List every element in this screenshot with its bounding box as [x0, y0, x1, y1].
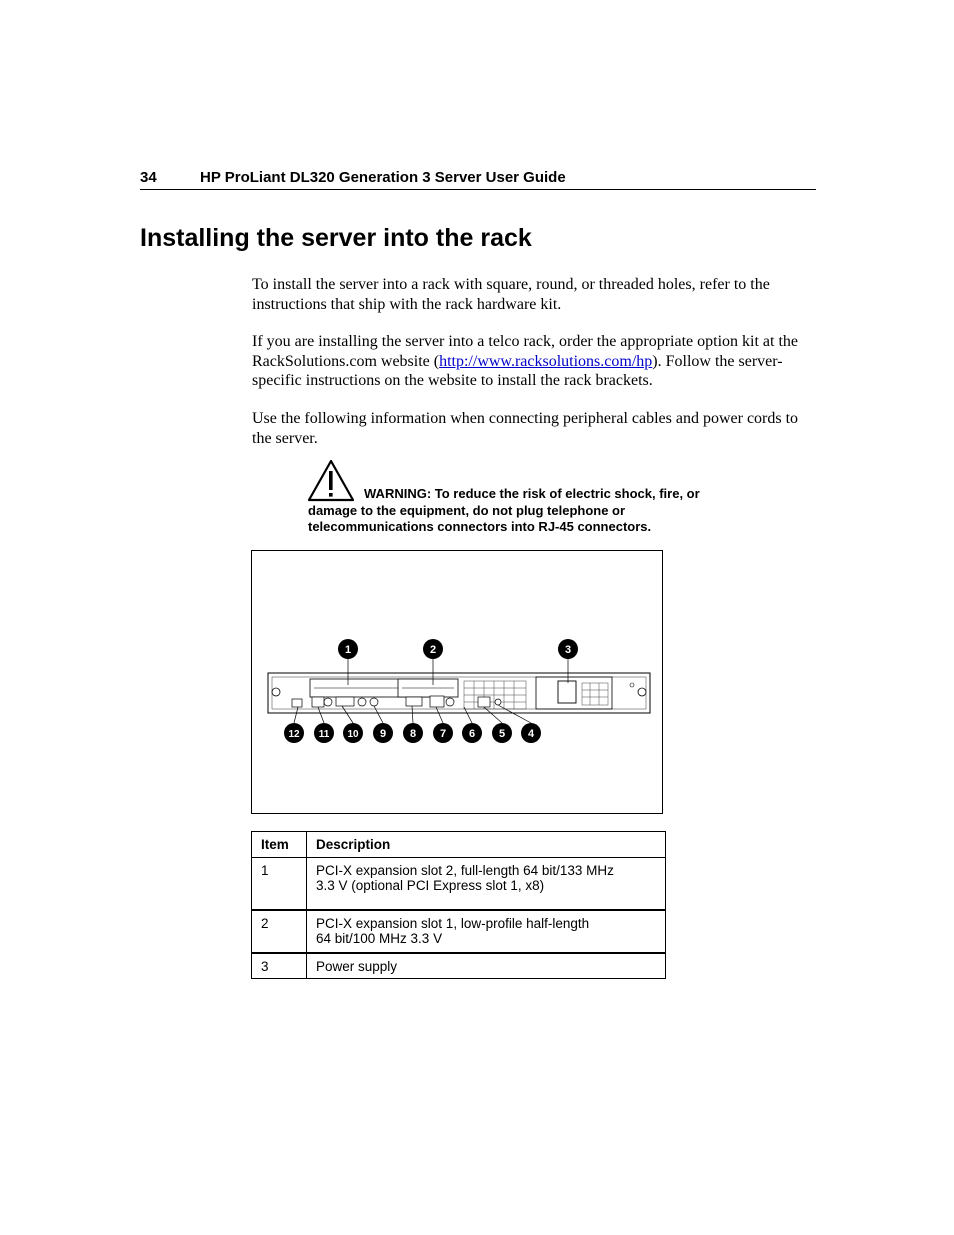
callout-label-9: 9: [379, 728, 387, 740]
callout-label-3: 3: [564, 644, 572, 656]
warning-text: WARNING: To reduce the risk of electric shock, fire, or damage to the equipment, do not plug telephone or telecommunications connectors into RJ-45 connectors.: [308, 486, 700, 534]
callout-2: [423, 639, 443, 659]
callout-label-6: 6: [468, 728, 476, 740]
paragraph-rack-holes: To install the server into a rack with square, round, or threaded holes, refer to the instructions that ship with the rack hardware kit.: [252, 276, 770, 313]
callout-3: [558, 639, 578, 659]
callout-label-2: 2: [429, 644, 437, 656]
callout-10: [343, 723, 363, 743]
section-title: Installing the server into the rack: [140, 224, 532, 252]
callout-7: [433, 723, 453, 743]
callout-6: [462, 723, 482, 743]
callout-label-8: 8: [409, 728, 417, 740]
page-header: [140, 168, 816, 190]
callout-5: [492, 723, 512, 743]
table-row: [252, 858, 666, 910]
item-cell: 1: [252, 858, 307, 910]
callout-1: [338, 639, 358, 659]
callout-label-7: 7: [439, 728, 447, 740]
column-header-description: Description: [307, 832, 666, 858]
description-line: PCI-X expansion slot 2, full-length 64 bit/133 MHz: [316, 863, 614, 878]
item-cell: 2: [252, 910, 307, 953]
column-header-item: Item: [252, 832, 307, 858]
table-header-row: [252, 832, 666, 858]
callout-description-table: [251, 831, 666, 979]
description-line: 3.3 V (optional PCI Express slot 1, x8): [316, 878, 545, 893]
racksolutions-link[interactable]: http://www.racksolutions.com/hp: [439, 352, 653, 370]
description-cell: [307, 910, 666, 953]
callout-label-12: 12: [288, 729, 300, 740]
callout-12: [284, 723, 304, 743]
description-line: Power supply: [316, 958, 398, 974]
table-row: [252, 910, 666, 953]
paragraph-cables-intro: Use the following information when connecting peripheral cables and power cords to the server.: [252, 410, 799, 447]
server-rear-panel-diagram: [252, 551, 662, 813]
paragraph-telco-text-after: ). Follow the server-specific instructions on the website to install the rack brackets.: [252, 352, 783, 389]
description-line: PCI-X expansion slot 1, low-profile half-length: [316, 915, 590, 931]
callout-9: [373, 723, 393, 743]
callout-4: [521, 723, 541, 743]
table-row: [252, 953, 666, 979]
paragraph-telco-text-before: If you are installing the server into a telco rack, order the appropriate option kit at the RackSolutions.com website (: [252, 333, 799, 370]
document-title: HP ProLiant DL320 Generation 3 Server User Guide: [200, 169, 566, 186]
page-number: 34: [140, 169, 157, 186]
callout-8: [403, 723, 423, 743]
callout-11: [314, 723, 334, 743]
paragraph-telco-rack: [252, 332, 817, 391]
callout-label-1: 1: [344, 644, 352, 656]
callout-label-4: 4: [527, 728, 535, 740]
item-cell: 3: [252, 953, 307, 979]
callout-label-10: 10: [347, 729, 359, 740]
description-line: 64 bit/100 MHz 3.3 V: [316, 930, 443, 946]
callout-label-5: 5: [498, 728, 506, 740]
callout-label-11: 11: [318, 729, 330, 740]
server-rear-panel-figure: [251, 550, 663, 814]
description-cell: [307, 953, 666, 979]
description-cell: [307, 858, 666, 910]
